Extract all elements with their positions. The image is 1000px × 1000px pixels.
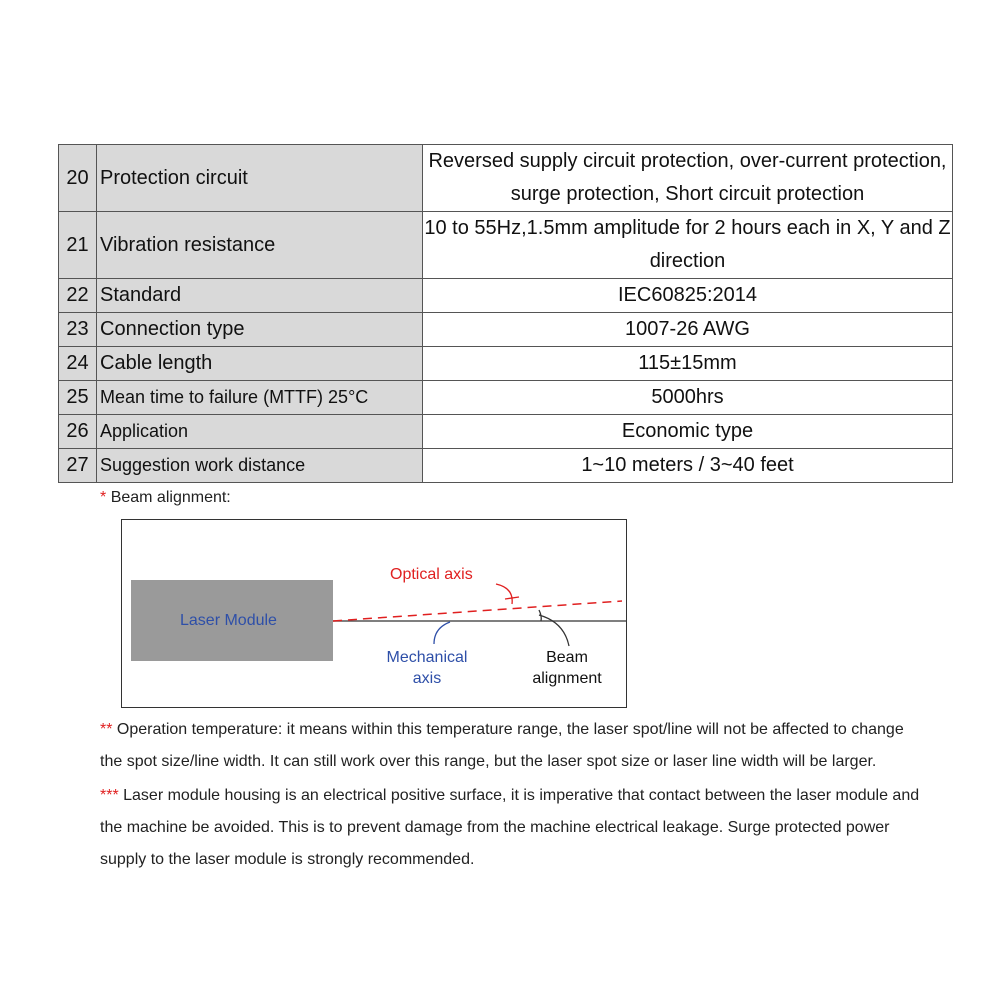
mechanical-axis-label	[377, 647, 477, 689]
beam-alignment-label	[522, 647, 612, 689]
parameter-name: Standard	[97, 279, 423, 313]
mechanical-axis-label-line1: Mechanical	[386, 649, 468, 666]
row-number: 21	[59, 212, 97, 279]
row-number: 23	[59, 313, 97, 347]
table-row	[59, 449, 953, 483]
triple-asterisk-marker: ***	[100, 787, 119, 804]
double-asterisk-marker: **	[100, 721, 113, 738]
table-row	[59, 415, 953, 449]
beam-alignment-label-line2: alignment	[532, 670, 602, 687]
optical-axis-line	[333, 601, 622, 621]
parameter-name: Cable length	[97, 347, 423, 381]
spec-table	[58, 144, 953, 483]
beam-alignment-leader	[539, 615, 569, 646]
mechanical-axis-leader	[434, 622, 450, 644]
housing-warning-line2: the machine be avoided. This is to prevent damage from the machine electrical leakage. Surge protected power	[100, 819, 890, 836]
housing-warning-line1: Laser module housing is an electrical positive surface, it is imperative that contact between the laser module and	[118, 787, 920, 804]
table-row	[59, 381, 953, 415]
parameter-name: Vibration resistance	[97, 212, 423, 279]
parameter-name: Mean time to failure (MTTF) 25°C	[97, 381, 423, 415]
mechanical-axis-label-line2: axis	[412, 670, 442, 687]
parameter-name: Connection type	[97, 313, 423, 347]
table-row	[59, 313, 953, 347]
parameter-value: 5000hrs	[423, 381, 953, 415]
table-row	[59, 145, 953, 212]
beam-alignment-caption: Beam alignment:	[110, 489, 231, 506]
table-row	[59, 279, 953, 313]
parameter-value: 10 to 55Hz,1.5mm amplitude for 2 hours each in X, Y and Z direction	[423, 212, 953, 279]
beam-alignment-label-line1: Beam	[546, 649, 588, 666]
beam-alignment-note	[100, 489, 231, 507]
parameter-value: IEC60825:2014	[423, 279, 953, 313]
beam-alignment-diagram	[121, 519, 627, 708]
asterisk-marker: *	[100, 489, 107, 506]
table-row	[59, 212, 953, 279]
parameter-name: Application	[97, 415, 423, 449]
row-number: 24	[59, 347, 97, 381]
row-number: 25	[59, 381, 97, 415]
optical-axis-leader	[496, 584, 512, 604]
operation-temperature-note	[100, 714, 960, 778]
row-number: 26	[59, 415, 97, 449]
parameter-name: Protection circuit	[97, 145, 423, 212]
parameter-value: Reversed supply circuit protection, over-current protection, surge protection, Short circuit protection	[423, 145, 953, 212]
parameter-value: 1007-26 AWG	[423, 313, 953, 347]
table-row	[59, 347, 953, 381]
laser-module-label: Laser Module	[180, 612, 277, 629]
optical-axis-label: Optical axis	[390, 566, 473, 583]
housing-warning-note	[100, 780, 960, 876]
row-number: 22	[59, 279, 97, 313]
row-number: 27	[59, 449, 97, 483]
parameter-value: 1~10 meters / 3~40 feet	[423, 449, 953, 483]
operation-temperature-line2: the spot size/line width. It can still work over this range, but the laser spot size or laser line width will be larger.	[100, 753, 877, 770]
parameter-value: 115±15mm	[423, 347, 953, 381]
row-number: 20	[59, 145, 97, 212]
parameter-name: Suggestion work distance	[97, 449, 423, 483]
parameter-value: Economic type	[423, 415, 953, 449]
operation-temperature-line1: Operation temperature: it means within this temperature range, the laser spot/line will not be affected to change	[112, 721, 904, 738]
housing-warning-line3: supply to the laser module is strongly recommended.	[100, 851, 475, 868]
